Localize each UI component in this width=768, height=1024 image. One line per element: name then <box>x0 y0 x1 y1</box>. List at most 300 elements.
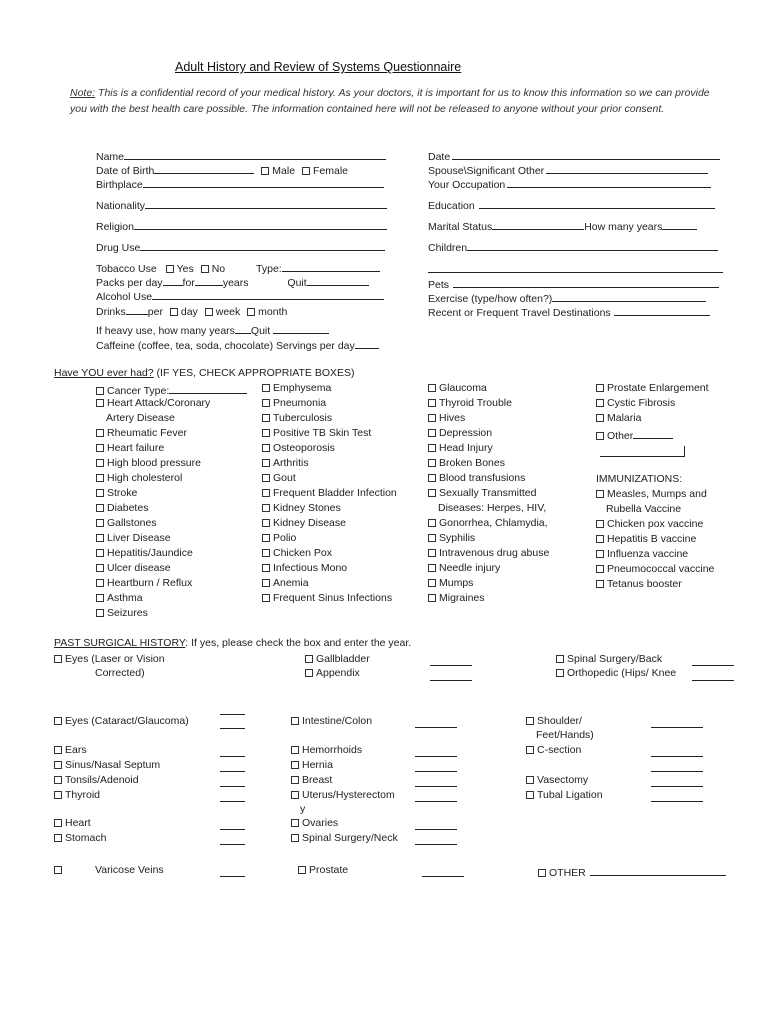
condition-checkbox[interactable] <box>596 535 604 543</box>
tobacco-yes-label: Yes <box>176 263 194 275</box>
surg-vasectomy-checkbox[interactable] <box>526 776 534 784</box>
condition-label: Pneumococcal vaccine <box>607 563 715 575</box>
condition-checkbox[interactable] <box>96 387 104 395</box>
surg-varicose-checkbox[interactable] <box>54 866 62 874</box>
condition-label: Anemia <box>273 577 309 589</box>
surg-other-checkbox[interactable] <box>538 869 546 877</box>
heavy-use-row <box>96 322 329 337</box>
children-label: Children <box>428 242 468 254</box>
birthplace-row <box>96 176 384 191</box>
condition-label: Cystic Fibrosis <box>607 397 676 409</box>
condition-item <box>596 427 673 442</box>
nationality-row <box>96 197 387 212</box>
condition-checkbox[interactable] <box>96 564 104 572</box>
travel-input[interactable] <box>614 304 710 316</box>
surg-csection <box>526 744 581 756</box>
surg-prostate-year[interactable] <box>422 876 464 877</box>
condition-checkbox[interactable] <box>596 384 604 392</box>
condition-label: Osteoporosis <box>273 442 335 454</box>
surg-orthopedic-checkbox[interactable] <box>556 669 564 677</box>
alcohol-row <box>96 288 384 303</box>
surg-spinal-neck-label: Spinal Surgery/Neck <box>302 832 398 844</box>
surg-tonsils <box>54 774 139 786</box>
condition-checkbox[interactable] <box>96 399 104 407</box>
female-label: Female <box>312 165 348 177</box>
surg-stomach <box>54 832 106 844</box>
heavy-use-quit-input[interactable] <box>273 322 329 334</box>
condition-item <box>596 563 714 575</box>
form-title: Adult History and Review of Systems Questionnaire <box>175 60 462 74</box>
female-checkbox[interactable] <box>302 167 310 175</box>
surg-stomach-year[interactable] <box>220 844 245 845</box>
condition-checkbox[interactable] <box>428 414 436 422</box>
condition-checkbox[interactable] <box>428 384 436 392</box>
condition-label: Migraines <box>439 592 485 604</box>
surg-appendix <box>305 667 360 679</box>
condition-item <box>606 503 681 515</box>
condition-item <box>262 592 392 604</box>
occupation-row <box>428 176 711 191</box>
surg-gallbladder-year[interactable] <box>430 665 472 666</box>
marital-input[interactable] <box>492 218 584 230</box>
surg-csection-checkbox[interactable] <box>526 746 534 754</box>
marital-years-label: How many years <box>584 221 663 233</box>
packs-quit-input[interactable] <box>307 274 369 286</box>
condition-item <box>596 533 696 545</box>
surg-eyes-cataract-year-top[interactable] <box>220 714 245 715</box>
drinks-day-label: day <box>180 306 198 318</box>
condition-checkbox[interactable] <box>262 594 270 602</box>
dob-input[interactable] <box>154 162 254 174</box>
date-row <box>428 148 720 163</box>
condition-item <box>262 562 347 574</box>
name-input[interactable] <box>124 148 386 160</box>
condition-checkbox[interactable] <box>428 429 436 437</box>
packs-quit-label: Quit <box>287 277 307 289</box>
surgical-heading <box>54 637 411 649</box>
condition-label: Chicken Pox <box>273 547 332 559</box>
condition-checkbox[interactable] <box>96 609 104 617</box>
surg-spinal-back-year[interactable] <box>692 665 734 666</box>
drug-use-input[interactable] <box>140 239 385 251</box>
surg-uterus-2: y <box>300 803 306 815</box>
surg-shoulder-year[interactable] <box>651 727 703 728</box>
surg-other-label: OTHER <box>549 867 586 879</box>
note-text: This is a confidential record of your medical history. As your doctors, it is important for us to know this information so we can provide you with the best health care possible. The information contained here will not be released to anyone without your prior consent. <box>70 87 710 115</box>
marital-years-input[interactable] <box>662 218 697 230</box>
surg-eyes-laser <box>54 653 165 665</box>
condition-checkbox[interactable] <box>262 384 270 392</box>
condition-label: Mumps <box>439 577 474 589</box>
condition-checkbox[interactable] <box>428 444 436 452</box>
surg-heart-checkbox[interactable] <box>54 819 62 827</box>
condition-item <box>428 412 465 424</box>
condition-label: Rheumatic Fever <box>107 427 187 439</box>
conditions-heading-underlined: Have YOU ever had? <box>54 367 154 379</box>
surg-ovaries <box>291 817 338 829</box>
surg-sinus-checkbox[interactable] <box>54 761 62 769</box>
condition-checkbox[interactable] <box>428 489 436 497</box>
pets-row <box>428 276 719 291</box>
condition-label: Diabetes <box>107 502 149 514</box>
condition-label: Diseases: Herpes, HIV, <box>438 502 547 514</box>
drinks-input[interactable] <box>126 303 148 315</box>
education-input[interactable] <box>479 197 715 209</box>
condition-checkbox[interactable] <box>262 519 270 527</box>
condition-item <box>428 517 548 529</box>
condition-label: Tetanus booster <box>607 578 682 590</box>
condition-checkbox[interactable] <box>96 534 104 542</box>
condition-checkbox[interactable] <box>96 549 104 557</box>
packs-row <box>96 274 369 289</box>
drug-use-label: Drug Use <box>96 242 141 254</box>
surg-uterus-checkbox[interactable] <box>291 791 299 799</box>
date-label: Date <box>428 151 451 163</box>
tobacco-type-label: Type: <box>256 263 282 275</box>
condition-item <box>428 562 500 574</box>
nationality-label: Nationality <box>96 200 146 212</box>
caffeine-input[interactable] <box>355 337 379 349</box>
surg-stomach-checkbox[interactable] <box>54 834 62 842</box>
surg-eyes-cataract <box>54 715 189 727</box>
condition-checkbox[interactable] <box>428 474 436 482</box>
condition-checkbox[interactable] <box>262 429 270 437</box>
surg-sinus-year[interactable] <box>220 771 245 772</box>
surg-sinus-label: Sinus/Nasal Septum <box>65 759 161 771</box>
surg-appendix-year[interactable] <box>430 680 472 681</box>
condition-item <box>262 547 332 559</box>
children-row <box>428 239 718 254</box>
condition-item <box>262 487 397 499</box>
condition-checkbox[interactable] <box>596 565 604 573</box>
surg-gallbladder-checkbox[interactable] <box>305 655 313 663</box>
condition-checkbox[interactable] <box>596 432 604 440</box>
surg-tubal-checkbox[interactable] <box>526 791 534 799</box>
travel-row <box>428 304 710 319</box>
surg-thyroid-year[interactable] <box>220 801 245 802</box>
surg-hernia-checkbox[interactable] <box>291 761 299 769</box>
surg-hernia <box>291 759 333 771</box>
condition-label: Pneumonia <box>273 397 327 409</box>
exercise-input[interactable] <box>552 290 706 302</box>
occupation-label: Your Occupation <box>428 179 506 191</box>
condition-checkbox[interactable] <box>96 504 104 512</box>
condition-label: Gonorrhea, Chlamydia, <box>439 517 548 529</box>
condition-item <box>428 427 492 439</box>
surg-tonsils-year[interactable] <box>220 786 245 787</box>
condition-checkbox[interactable] <box>262 534 270 542</box>
condition-checkbox[interactable] <box>428 399 436 407</box>
condition-checkbox[interactable] <box>262 474 270 482</box>
condition-label: Other <box>607 430 634 442</box>
condition-label: Prostate Enlargement <box>607 382 709 394</box>
surg-hemorrhoids-checkbox[interactable] <box>291 746 299 754</box>
surg-intestine-year[interactable] <box>415 727 457 728</box>
surg-other <box>538 864 726 879</box>
drinks-day-checkbox[interactable] <box>170 308 178 316</box>
condition-label: Hepatitis B vaccine <box>607 533 697 545</box>
surg-uterus-year[interactable] <box>415 801 457 802</box>
surg-ovaries-year[interactable] <box>415 829 457 830</box>
children-input[interactable] <box>467 239 718 251</box>
condition-checkbox[interactable] <box>596 580 604 588</box>
condition-checkbox[interactable] <box>596 550 604 558</box>
surg-ears-checkbox[interactable] <box>54 746 62 754</box>
condition-label: Positive TB Skin Test <box>273 427 372 439</box>
surg-sinus <box>54 759 160 771</box>
surg-breast-checkbox[interactable] <box>291 776 299 784</box>
tobacco-yes-checkbox[interactable] <box>166 265 174 273</box>
surg-spinal-neck-checkbox[interactable] <box>291 834 299 842</box>
condition-checkbox[interactable] <box>428 534 436 542</box>
condition-item <box>428 532 475 544</box>
condition-checkbox[interactable] <box>262 579 270 587</box>
surg-heart <box>54 817 91 829</box>
blank-line[interactable] <box>428 272 723 273</box>
condition-checkbox[interactable] <box>596 520 604 528</box>
condition-checkbox[interactable] <box>596 490 604 498</box>
surg-shoulder <box>526 715 582 727</box>
surg-tubal-year[interactable] <box>651 801 703 802</box>
exercise-row <box>428 290 706 305</box>
surg-stomach-label: Stomach <box>65 832 107 844</box>
surg-varicose-year[interactable] <box>220 876 245 877</box>
condition-item <box>96 502 148 514</box>
surg-eyes-laser-label: Eyes (Laser or Vision <box>65 653 165 665</box>
surg-spinal-back-label: Spinal Surgery/Back <box>567 653 663 665</box>
condition-label: High cholesterol <box>107 472 183 484</box>
condition-item <box>428 457 505 469</box>
packs-label: Packs per day <box>96 277 163 289</box>
surg-ovaries-checkbox[interactable] <box>291 819 299 827</box>
condition-item <box>262 577 309 589</box>
pets-label: Pets <box>428 279 450 291</box>
packs-years-input[interactable] <box>195 274 223 286</box>
condition-checkbox[interactable] <box>262 504 270 512</box>
condition-label: Frequent Sinus Infections <box>273 592 393 604</box>
condition-checkbox[interactable] <box>96 489 104 497</box>
condition-item <box>428 592 485 604</box>
condition-item <box>96 382 247 397</box>
condition-item <box>262 517 346 529</box>
surg-appendix-checkbox[interactable] <box>305 669 313 677</box>
condition-item <box>596 578 682 590</box>
condition-item <box>262 412 332 424</box>
condition-label: Needle injury <box>439 562 501 574</box>
religion-label: Religion <box>96 221 134 233</box>
surg-intestine-checkbox[interactable] <box>291 717 299 725</box>
heavy-use-years-input[interactable] <box>235 322 251 334</box>
condition-item <box>96 532 171 544</box>
condition-item <box>596 397 675 409</box>
marital-label: Marital Status <box>428 221 493 233</box>
condition-checkbox[interactable] <box>262 399 270 407</box>
surg-orthopedic-year[interactable] <box>692 680 734 681</box>
condition-checkbox[interactable] <box>262 414 270 422</box>
condition-item <box>262 457 309 469</box>
surg-shoulder-label: Shoulder/ <box>537 715 582 727</box>
drinks-label: Drinks <box>96 306 126 318</box>
surg-spinal-neck-year[interactable] <box>415 844 457 845</box>
condition-item <box>262 532 296 544</box>
condition-checkbox[interactable] <box>96 459 104 467</box>
alcohol-input[interactable] <box>152 288 384 300</box>
religion-input[interactable] <box>134 218 387 230</box>
surg-thyroid <box>54 789 100 801</box>
condition-label: Broken Bones <box>439 457 505 469</box>
dob-label: Date of Birth <box>96 165 155 177</box>
condition-item <box>428 547 549 559</box>
condition-label: Asthma <box>107 592 143 604</box>
condition-label: Heartburn / Reflux <box>107 577 193 589</box>
condition-label: Tuberculosis <box>273 412 333 424</box>
condition-label: Ulcer disease <box>107 562 171 574</box>
condition-checkbox[interactable] <box>96 444 104 452</box>
surg-thyroid-checkbox[interactable] <box>54 791 62 799</box>
condition-checkbox[interactable] <box>596 414 604 422</box>
condition-label: Hives <box>439 412 466 424</box>
name-row <box>96 148 386 163</box>
religion-row <box>96 218 387 233</box>
surg-shoulder-2: Feet/Hands) <box>536 729 594 741</box>
birthplace-input[interactable] <box>143 176 384 188</box>
condition-checkbox[interactable] <box>262 489 270 497</box>
condition-checkbox[interactable] <box>262 549 270 557</box>
surg-eyes-cataract-checkbox[interactable] <box>54 717 62 725</box>
condition-checkbox[interactable] <box>262 444 270 452</box>
condition-label: Syphilis <box>439 532 476 544</box>
surg-breast-year[interactable] <box>415 786 457 787</box>
condition-checkbox[interactable] <box>428 579 436 587</box>
condition-item <box>428 487 536 499</box>
condition-checkbox[interactable] <box>596 399 604 407</box>
condition-item <box>96 517 157 529</box>
surg-csection-year-2[interactable] <box>651 771 703 772</box>
surg-ears-year[interactable] <box>220 756 245 757</box>
education-label: Education <box>428 200 475 212</box>
nationality-input[interactable] <box>145 197 387 209</box>
surg-eyes-cataract-year[interactable] <box>220 728 245 729</box>
surg-ears-label: Ears <box>65 744 87 756</box>
condition-label: Polio <box>273 532 297 544</box>
surg-vasectomy-year[interactable] <box>651 786 703 787</box>
condition-label: Stroke <box>107 487 138 499</box>
condition-item <box>262 472 296 484</box>
condition-checkbox[interactable] <box>428 459 436 467</box>
surg-csection-year[interactable] <box>651 756 703 757</box>
condition-checkbox[interactable] <box>428 564 436 572</box>
pets-input[interactable] <box>453 276 719 288</box>
condition-label: Glaucoma <box>439 382 487 394</box>
condition-label: Gallstones <box>107 517 157 529</box>
condition-label: Emphysema <box>273 382 332 394</box>
tobacco-no-checkbox[interactable] <box>201 265 209 273</box>
male-checkbox[interactable] <box>261 167 269 175</box>
condition-item <box>428 442 493 454</box>
condition-label: Measles, Mumps and <box>607 488 707 500</box>
condition-checkbox[interactable] <box>428 594 436 602</box>
condition-item <box>96 487 137 499</box>
condition-item <box>428 472 525 484</box>
condition-checkbox[interactable] <box>96 474 104 482</box>
surg-tonsils-checkbox[interactable] <box>54 776 62 784</box>
surg-shoulder-checkbox[interactable] <box>526 717 534 725</box>
exercise-label: Exercise (type/how often?) <box>428 293 553 305</box>
tobacco-type-input[interactable] <box>282 260 380 272</box>
surg-tubal <box>526 789 603 801</box>
drinks-month-checkbox[interactable] <box>247 308 255 316</box>
condition-specify-input[interactable] <box>169 382 247 394</box>
condition-label: Influenza vaccine <box>607 548 689 560</box>
surg-spinal-back-checkbox[interactable] <box>556 655 564 663</box>
condition-checkbox[interactable] <box>96 429 104 437</box>
surg-heart-year[interactable] <box>220 829 245 830</box>
condition-item <box>262 427 371 439</box>
condition-label: Artery Disease <box>106 412 175 424</box>
condition-checkbox[interactable] <box>96 519 104 527</box>
surg-spinal-neck <box>291 832 398 844</box>
surg-hemorrhoids <box>291 744 362 756</box>
condition-label: Hepatitis/Jaundice <box>107 547 193 559</box>
surg-other-input[interactable] <box>590 864 726 876</box>
condition-label: Infectious Mono <box>273 562 348 574</box>
male-label: Male <box>272 165 296 177</box>
condition-checkbox[interactable] <box>96 594 104 602</box>
condition-checkbox[interactable] <box>262 459 270 467</box>
spouse-row <box>428 162 708 177</box>
surg-hernia-year[interactable] <box>415 771 457 772</box>
condition-label: Liver Disease <box>107 532 171 544</box>
condition-label: High blood pressure <box>107 457 201 469</box>
dob-row <box>96 162 348 177</box>
travel-label: Recent or Frequent Travel Destinations <box>428 307 611 319</box>
condition-item <box>96 442 164 454</box>
drinks-week-checkbox[interactable] <box>205 308 213 316</box>
date-input[interactable] <box>452 148 720 160</box>
surg-spinal-back <box>556 653 662 665</box>
spouse-input[interactable] <box>546 162 708 174</box>
education-row <box>428 197 715 212</box>
surg-breast-label: Breast <box>302 774 333 786</box>
condition-checkbox[interactable] <box>428 549 436 557</box>
tobacco-row <box>96 260 380 275</box>
condition-item <box>428 397 512 409</box>
note-label: Note: <box>70 87 96 99</box>
condition-label: Kidney Disease <box>273 517 346 529</box>
condition-item <box>96 427 187 439</box>
surg-prostate-checkbox[interactable] <box>298 866 306 874</box>
condition-item <box>96 397 210 409</box>
surgical-heading-underlined: PAST SURGICAL HISTORY <box>54 637 186 649</box>
surg-intestine-label: Intestine/Colon <box>302 715 373 727</box>
surg-heart-label: Heart <box>65 817 91 829</box>
condition-specify-input[interactable] <box>633 427 673 439</box>
occupation-input[interactable] <box>507 176 711 188</box>
condition-item <box>96 547 193 559</box>
surg-intestine <box>291 715 372 727</box>
other-specify-box[interactable] <box>600 446 685 457</box>
surg-eyes-laser-checkbox[interactable] <box>54 655 62 663</box>
condition-checkbox[interactable] <box>428 519 436 527</box>
condition-label: Heart failure <box>107 442 165 454</box>
surg-orthopedic-label: Orthopedic (Hips/ Knee <box>567 667 677 679</box>
condition-item <box>96 592 143 604</box>
surg-hemorrhoids-year[interactable] <box>415 756 457 757</box>
condition-checkbox[interactable] <box>96 579 104 587</box>
tobacco-label: Tobacco Use <box>96 263 157 275</box>
condition-checkbox[interactable] <box>262 564 270 572</box>
packs-input[interactable] <box>163 274 183 286</box>
